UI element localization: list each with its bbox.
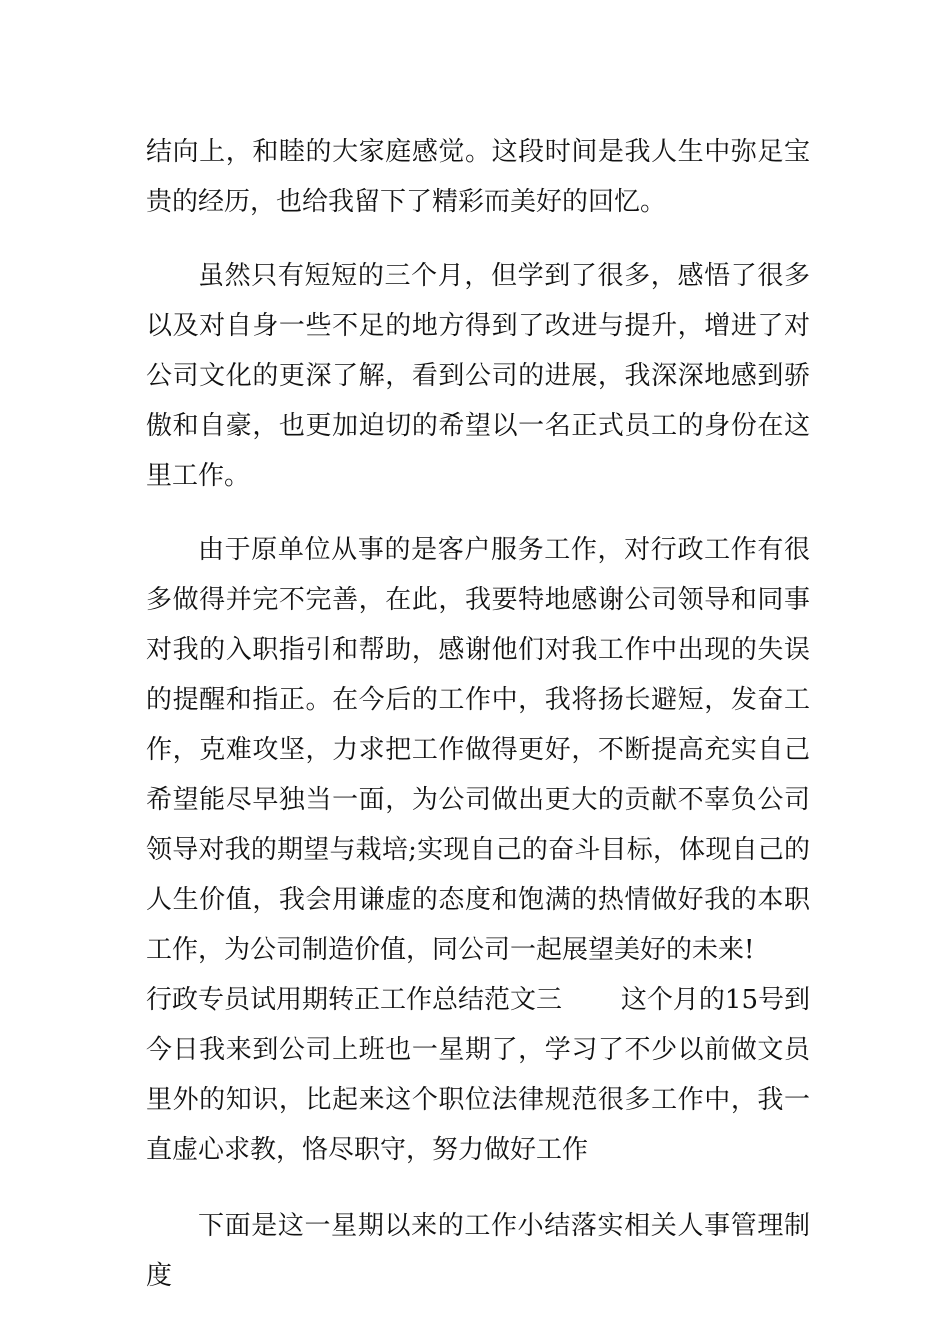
text-line: 虽然只有短短的三个月，但学到了很多，感悟了很多 (198, 261, 810, 291)
text-line: 希望能尽早独当一面，为公司做出更大的贡献不辜负公司 (146, 785, 810, 815)
text-line: 下面是这一星期以来的工作小结落实相关人事管理制 (198, 1211, 810, 1241)
text-line: 傲和自豪，也更加迫切的希望以一名正式员工的身份在这 (146, 411, 810, 441)
text-line: 工作，为公司制造价值，同公司一起展望美好的未来! (146, 935, 755, 965)
section-paragraph (146, 1025, 810, 1175)
paragraph-1 (146, 127, 810, 227)
text-line: 里外的知识，比起来这个职位法律规范很多工作中，我一 (146, 1085, 810, 1115)
text-line: 多做得并完不完善，在此，我要特地感谢公司领导和同事 (146, 585, 810, 615)
text-line: 度 (146, 1261, 173, 1291)
text-line: 公司文化的更深了解，看到公司的进展，我深深地感到骄 (146, 361, 810, 391)
section-lead-text: 这个月的15号到 (620, 985, 810, 1015)
text-line: 的提醒和指正。在今后的工作中，我将扬长避短，发奋工 (146, 685, 810, 715)
text-line: 直虚心求教，恪尽职守，努力做好工作 (146, 1135, 589, 1165)
text-line: 由于原单位从事的是客户服务工作，对行政工作有很 (198, 535, 810, 565)
text-line: 领导对我的期望与栽培;实现自己的奋斗目标，体现自己的 (146, 835, 810, 865)
text-line: 人生价值，我会用谦虚的态度和饱满的热情做好我的本职 (146, 885, 810, 915)
paragraph-2 (146, 251, 810, 501)
document-body (146, 127, 810, 1301)
paragraph-final (146, 1201, 810, 1301)
section-heading (146, 975, 810, 1025)
text-line: 对我的入职指引和帮助，感谢他们对我工作中出现的失误 (146, 635, 810, 665)
text-line: 贵的经历，也给我留下了精彩而美好的回忆。 (146, 187, 667, 217)
text-line: 作，克难攻坚，力求把工作做得更好，不断提高充实自己 (146, 735, 810, 765)
text-line: 以及对自身一些不足的地方得到了改进与提升，增进了对 (146, 311, 810, 341)
text-line: 里工作。 (146, 461, 251, 491)
paragraph-3 (146, 525, 810, 975)
text-line: 今日我来到公司上班也一星期了，学习了不少以前做文员 (146, 1035, 810, 1065)
section-title: 行政专员试用期转正工作总结范文三 (146, 985, 563, 1015)
text-line: 结向上，和睦的大家庭感觉。这段时间是我人生中弥足宝 (146, 137, 810, 167)
